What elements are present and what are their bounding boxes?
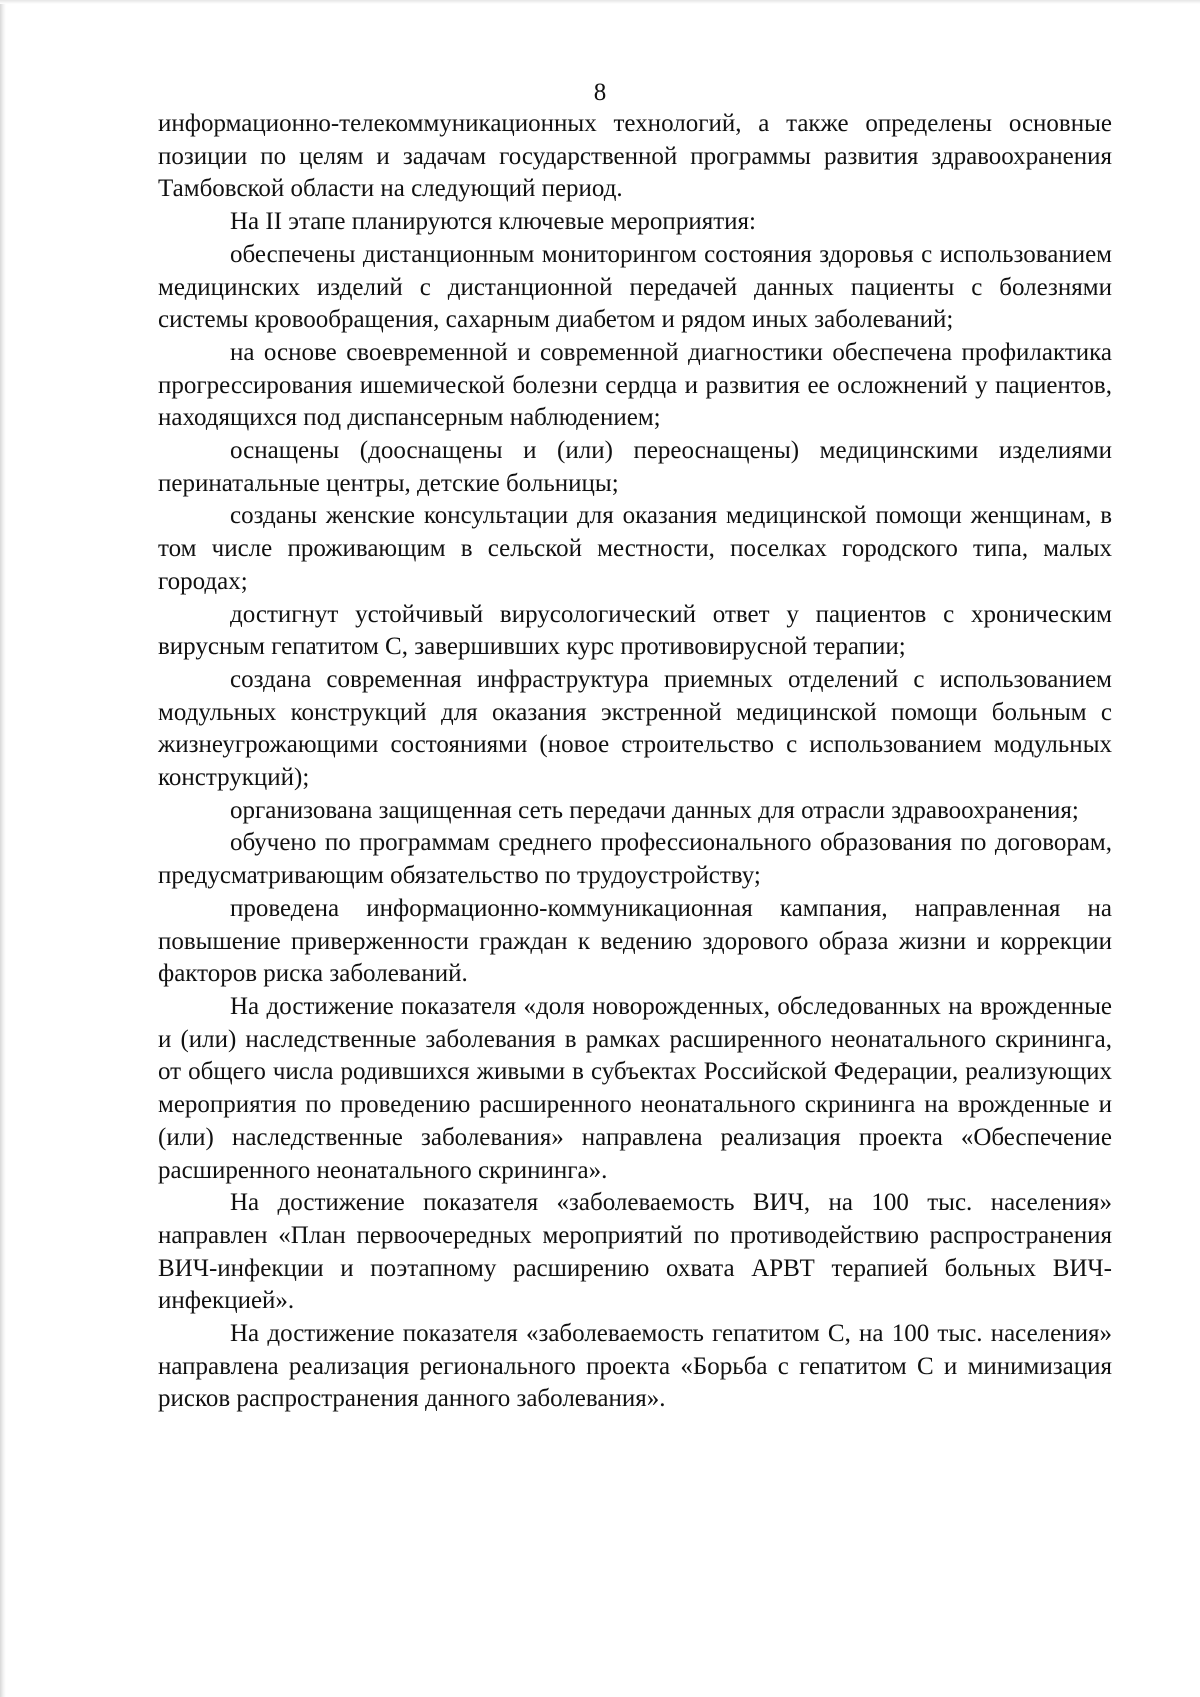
page-number: 8 [593,79,607,106]
paragraph: На достижение показателя «доля новорожденных, обследованных на врожденные и (или) наследственные заболевания в рамках расширенного неонатального скрининга, от общего числа родившихся живыми в субъектах Российской Федерации, реализующих мероприятия по проведению расширенного неонатального скрининга на врожденные и (или) наследственные заболевания» направлена реализация проекта «Обеспечение расширенного неонатального скрининга». [158,992,1112,1184]
paragraph: проведена информационно-коммуникационная кампания, направленная на повышение приверженности граждан к ведению здорового образа жизни и коррекции факторов риска заболеваний. [158,894,1112,988]
paragraph: оснащены (дооснащены и (или) переоснащены) медицинскими изделиями перинатальные центры, детские больницы; [158,437,1112,497]
paragraph: На достижение показателя «заболеваемость ВИЧ, на 100 тыс. населения» направлен «План первоочередных мероприятий по противодействию распространения ВИЧ-инфекции и поэтапному расширению охвата АРВТ терапией больных ВИЧ-инфекцией». [158,1189,1112,1315]
scan-top-shadow [0,0,1200,4]
paragraph: на основе своевременной и современной диагностики обеспечена профилактика прогрессирования ишемической болезни сердца и развития ее осложнений у пациентов, находящихся под диспансерным наблюдением; [158,338,1112,432]
paragraph: На достижение показателя «заболеваемость гепатитом С, на 100 тыс. населения» направлена реализация регионального проекта «Борьба с гепатитом С и минимизация рисков распространения данного заболевания». [158,1320,1112,1413]
paragraph: обучено по программам среднего профессионального образования по договорам, предусматривающим обязательство по трудоустройству; [158,829,1112,890]
paragraph: организована защищенная сеть передачи данных для отрасли здравоохранения; [230,796,1079,824]
paragraph: достигнут устойчивый вирусологический ответ у пациентов с хроническим вирусным гепатитом С, завершивших курс противовирусной терапии; [158,600,1112,661]
paragraph: информационно-телекоммуникационных технологий, а также определены основные позиции по целям и задачам государственной программы развития здравоохранения Тамбовской области на следующий период. [158,110,1112,203]
paragraph: обеспечены дистанционным мониторингом состояния здоровья с использованием медицинских изделий с дистанционной передачей данных пациенты с болезнями системы кровообращения, сахарным диабетом и рядом иных заболеваний; [158,240,1112,334]
paragraph: созданы женские консультации для оказания медицинской помощи женщинам, в том числе проживающим в сельской местности, поселках городского типа, малых городах; [158,502,1112,595]
paragraph: На II этапе планируются ключевые мероприятия: [230,208,756,236]
paragraph: создана современная инфраструктура приемных отделений с использованием модульных конструкций для оказания экстренной медицинской помощи больным с жизнеугрожающими состояниями (новое строительство с использованием модульных конструкций); [158,665,1112,792]
document-body [158,108,1112,1416]
scan-edge-shadow [0,0,6,1697]
